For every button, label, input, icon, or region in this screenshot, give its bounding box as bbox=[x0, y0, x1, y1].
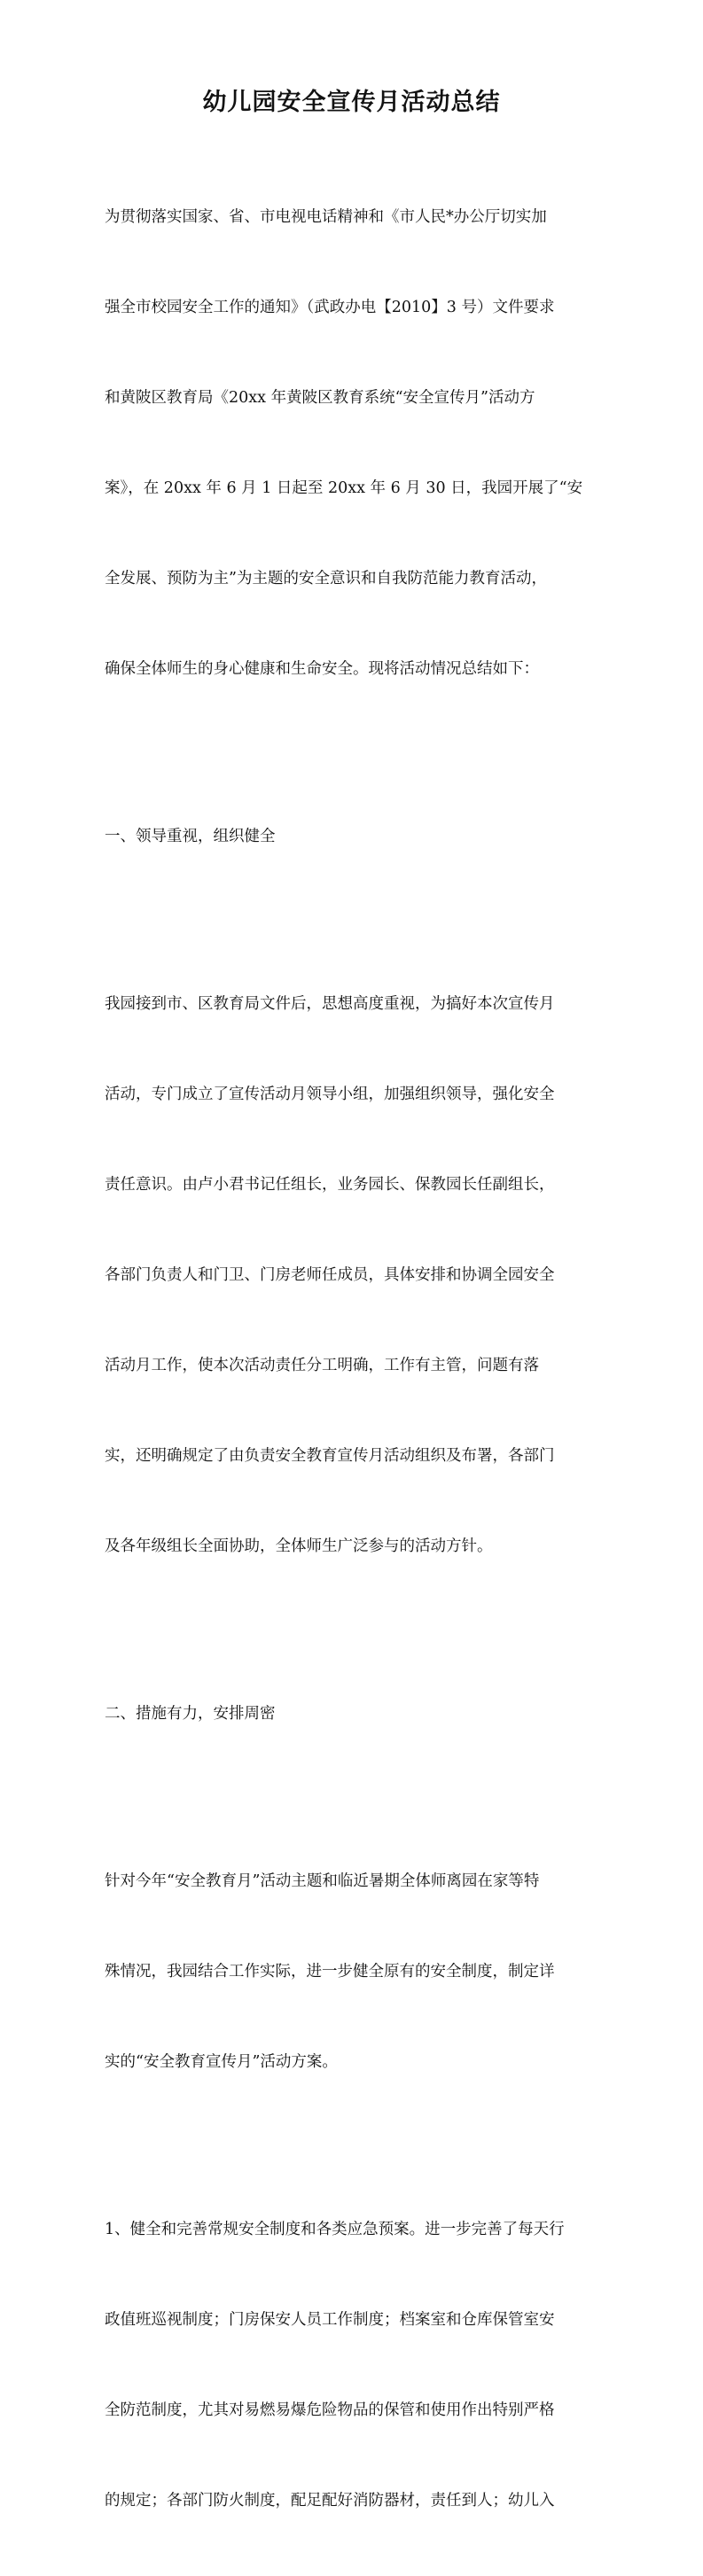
text-line: 确保全体师生的身心健康和生命安全。现将活动情况总结如下： bbox=[105, 660, 539, 678]
text-line: 全防范制度，尤其对易燃易爆危险物品的保管和使用作出特别严格 bbox=[105, 2401, 555, 2419]
text-line: 政值班巡视制度；门房保安人员工作制度；档案室和仓库保管室安 bbox=[105, 2311, 555, 2329]
heading-line: 一、领导重视，组织健全 bbox=[105, 828, 276, 845]
text-line: 实，还明确规定了由负责安全教育宣传月活动组织及布署，各部门 bbox=[105, 1447, 555, 1465]
paragraph-intro bbox=[105, 142, 606, 744]
document-title: 幼儿园安全宣传月活动总结 bbox=[202, 89, 501, 116]
text-line: 各部门负责人和门卫、门房老师任成员，具体安排和协调全园安全 bbox=[105, 1266, 555, 1284]
text-line: 为贯彻落实国家、省、市电视电话精神和《市人民*办公厅切实加 bbox=[105, 208, 547, 226]
text-line: 针对今年“安全教育月”活动主题和临近暑期全体师离园在家等特 bbox=[105, 1872, 540, 1890]
text-line: 活动月工作，使本次活动责任分工明确，工作有主管，问题有落 bbox=[105, 1357, 539, 1374]
paragraph-item-1 bbox=[105, 2154, 606, 2576]
paragraph-measures bbox=[105, 1806, 606, 2137]
text-line: 1、健全和完善常规安全制度和各类应急预案。进一步完善了每天行 bbox=[105, 2221, 565, 2238]
text-line: 全发展、预防为主”为主题的安全意识和自我防范能力教育活动， bbox=[105, 570, 547, 588]
text-line: 案》，在 20xx 年 6 月 1 日起至 20xx 年 6 月 30 日，我园开展了“安 bbox=[105, 479, 583, 497]
text-line: 实的“安全教育宣传月”活动方案。 bbox=[105, 2053, 338, 2071]
text-line: 责任意识。由卢小君书记任组长，业务园长、保教园长任副组长， bbox=[105, 1176, 555, 1194]
text-line: 我园接到市、区教育局文件后，思想高度重视，为搞好本次宣传月 bbox=[105, 995, 555, 1013]
text-line: 强全市校园安全工作的通知》（武政办电【2010】3 号）文件要求 bbox=[105, 299, 555, 316]
paragraph-leadership bbox=[105, 929, 606, 1622]
section-heading-2 bbox=[105, 1638, 606, 1789]
document-body bbox=[105, 142, 606, 2576]
section-heading-1 bbox=[105, 761, 606, 912]
heading-line: 二、措施有力，安排周密 bbox=[105, 1705, 276, 1723]
text-line: 殊情况，我园结合工作实际，进一步健全原有的安全制度，制定详 bbox=[105, 1963, 555, 1981]
text-line: 及各年级组长全面协助，全体师生广泛参与的活动方针。 bbox=[105, 1537, 493, 1555]
text-line: 和黄陂区教育局《20xx 年黄陂区教育系统“安全宣传月”活动方 bbox=[105, 389, 535, 407]
text-line: 活动，专门成立了宣传活动月领导小组，加强组织领导，强化安全 bbox=[105, 1086, 555, 1103]
text-line: 的规定；各部门防火制度，配足配好消防器材，责任到人；幼儿入 bbox=[105, 2492, 555, 2510]
